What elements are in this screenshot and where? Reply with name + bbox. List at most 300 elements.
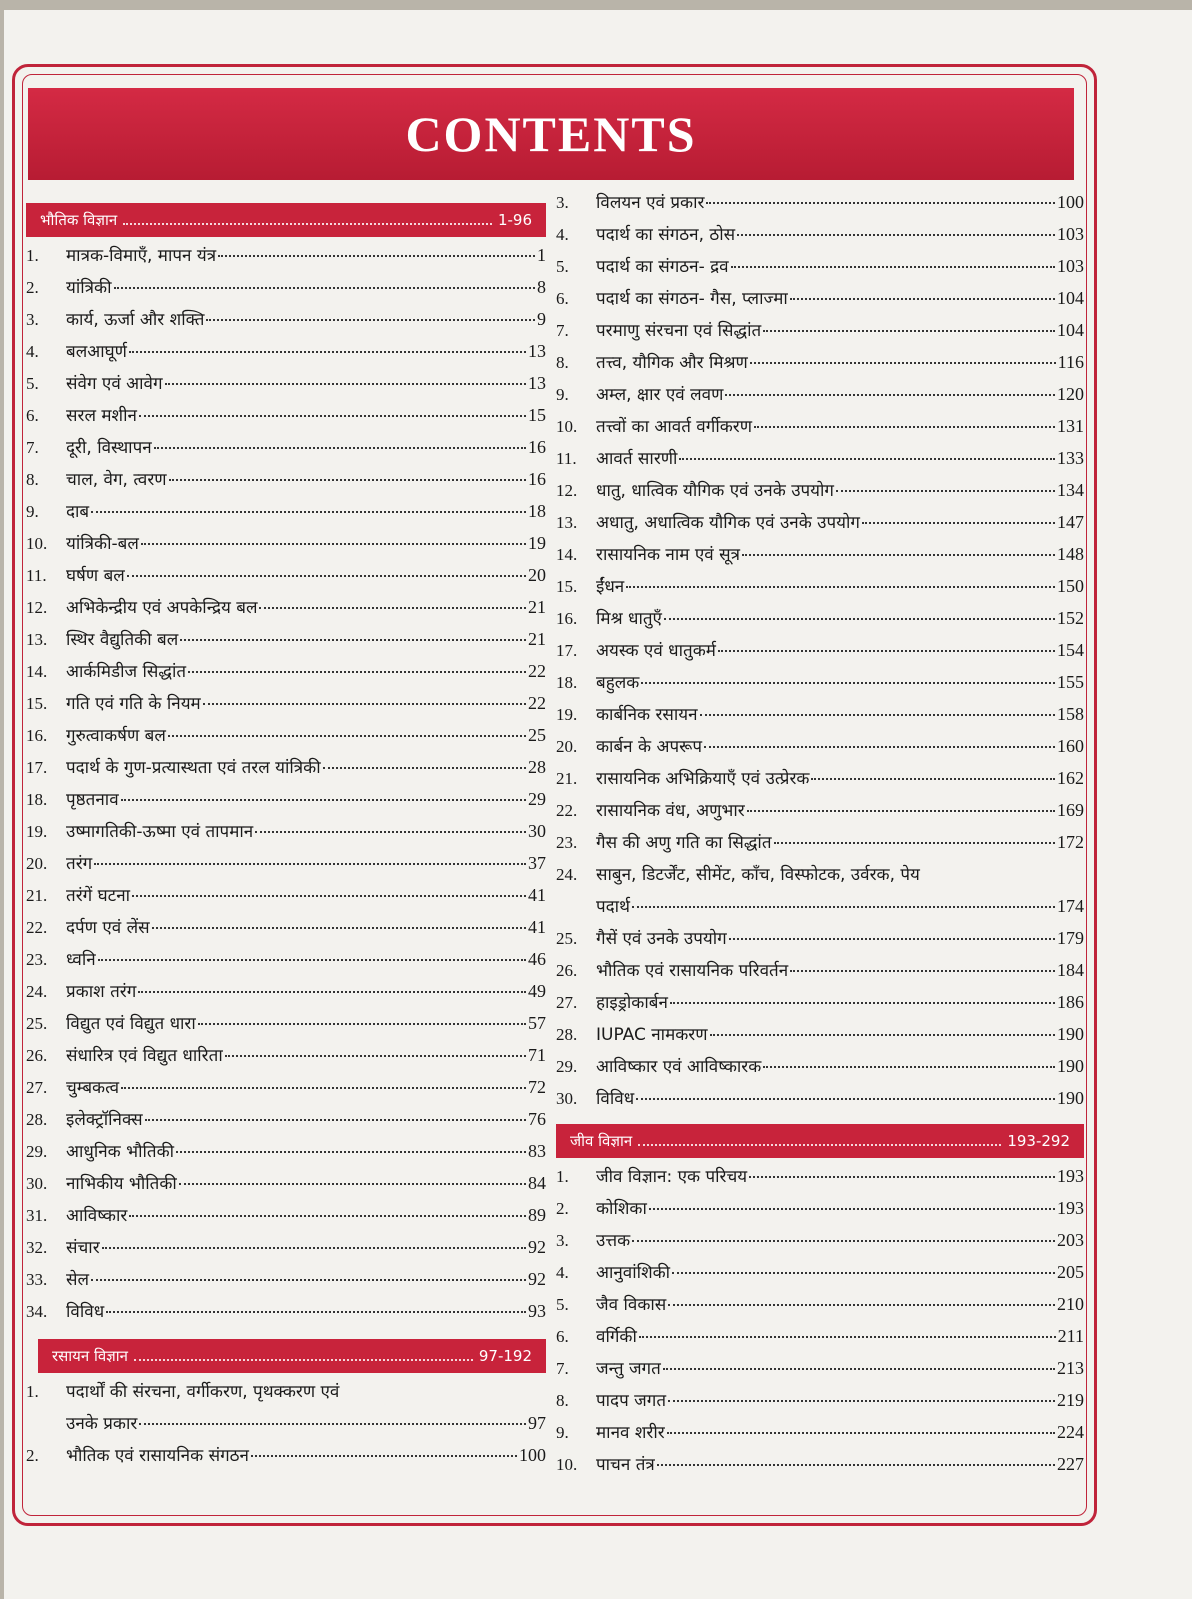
item-title: दूरी, विस्थापन xyxy=(66,438,152,458)
item-title: दाब xyxy=(66,502,90,522)
page-number: 184 xyxy=(1057,960,1084,980)
page-number: 193 xyxy=(1057,1166,1084,1186)
item-number: 2. xyxy=(26,278,39,297)
toc-item[interactable] xyxy=(26,1075,546,1107)
item-title: दर्पण एवं लेंस xyxy=(66,918,150,938)
page-number: 84 xyxy=(528,1173,546,1193)
section-range: 193-292 xyxy=(1007,1132,1070,1150)
toc-item[interactable] xyxy=(556,734,1084,766)
toc-item[interactable] xyxy=(556,1420,1084,1452)
item-number: 26. xyxy=(26,1046,48,1065)
page-number: 46 xyxy=(528,949,546,969)
item-title: गैस की अणु गति का सिद्धांत xyxy=(596,833,772,853)
page-number: 103 xyxy=(1057,256,1084,276)
page-number: 224 xyxy=(1057,1422,1084,1442)
page-number: 152 xyxy=(1057,608,1084,628)
page-number: 49 xyxy=(528,981,546,1001)
page-number: 210 xyxy=(1057,1294,1084,1314)
page-number: 193 xyxy=(1057,1198,1084,1218)
item-number: 5. xyxy=(26,374,39,393)
item-number: 6. xyxy=(556,1327,569,1346)
page-number: 41 xyxy=(528,917,546,937)
item-title: सेल xyxy=(66,1270,90,1290)
toc-item[interactable] xyxy=(26,691,546,723)
toc-item[interactable] xyxy=(556,958,1084,990)
item-title: IUPAC नामकरण xyxy=(596,1025,708,1045)
item-number: 4. xyxy=(556,225,569,244)
toc-item[interactable] xyxy=(556,574,1084,606)
item-title: आवर्त सारणी xyxy=(596,449,678,469)
item-number: 11. xyxy=(26,566,47,585)
toc-item[interactable] xyxy=(26,1139,546,1171)
toc-item[interactable] xyxy=(26,243,546,275)
page-number: 190 xyxy=(1057,1088,1084,1108)
toc-item[interactable] xyxy=(556,1196,1084,1228)
page-number: 100 xyxy=(1057,192,1084,212)
item-number: 19. xyxy=(26,822,48,841)
page-number: 190 xyxy=(1057,1056,1084,1076)
item-number: 22. xyxy=(556,801,578,820)
toc-item[interactable] xyxy=(26,1043,546,1075)
right-column xyxy=(556,190,1084,1484)
item-title: गैसें एवं उनके उपयोग xyxy=(596,929,727,949)
page-number: 57 xyxy=(528,1013,546,1033)
item-title: पदार्थ के गुण-प्रत्यास्थता एवं तरल यांत्रिकी xyxy=(66,758,321,778)
page-number: 16 xyxy=(528,437,546,457)
toc-item[interactable] xyxy=(556,318,1084,350)
item-title: अभिकेन्द्रीय एवं अपकेन्द्रिय बल xyxy=(66,598,258,618)
page-number: 83 xyxy=(528,1141,546,1161)
toc-item[interactable] xyxy=(556,414,1084,446)
item-title: गति एवं गति के नियम xyxy=(66,694,201,714)
page-number: 92 xyxy=(528,1269,546,1289)
item-number: 5. xyxy=(556,257,569,276)
section-title: जीव विज्ञान xyxy=(570,1132,633,1150)
item-number: 14. xyxy=(26,662,48,681)
item-title: उत्तक xyxy=(596,1231,631,1251)
item-number: 7. xyxy=(26,438,39,457)
page-number: 120 xyxy=(1057,384,1084,404)
item-number: 15. xyxy=(556,577,578,596)
item-title: तत्त्वों का आवर्त वर्गीकरण xyxy=(596,417,753,437)
item-number: 12. xyxy=(26,598,48,617)
toc-item[interactable] xyxy=(556,1086,1084,1118)
toc-item[interactable] xyxy=(26,403,546,435)
toc-item[interactable] xyxy=(26,307,546,339)
item-number: 3. xyxy=(26,310,39,329)
item-title: पदार्थ का संगठन- द्रव xyxy=(596,257,729,277)
item-number: 31. xyxy=(26,1206,48,1225)
item-title: प्रकाश तरंग xyxy=(66,982,137,1002)
toc-item[interactable] xyxy=(26,1203,546,1235)
item-title: विद्युत एवं विद्युत धारा xyxy=(66,1014,196,1034)
item-title: पदार्थ का संगठन, ठोस xyxy=(596,225,736,245)
item-title: संचार xyxy=(66,1238,100,1258)
item-title: नाभिकीय भौतिकी xyxy=(66,1174,177,1194)
item-number: 3. xyxy=(556,193,569,212)
toc-item[interactable]: 2. भौतिक एवं रासायनिक संगठन 100 xyxy=(26,1445,546,1466)
item-number: 9. xyxy=(26,502,39,521)
item-number: 11. xyxy=(556,449,577,468)
toc-item[interactable] xyxy=(556,670,1084,702)
item-number: 9. xyxy=(556,1423,569,1442)
chemistry-list-continued xyxy=(556,926,1084,1118)
page-number: 15 xyxy=(528,405,546,425)
item-number: 7. xyxy=(556,321,569,340)
item-title: विविध xyxy=(596,1089,635,1109)
toc-item[interactable] xyxy=(556,830,1084,862)
item-number: 10. xyxy=(26,534,48,553)
item-number: 30. xyxy=(26,1174,48,1193)
page-number: 148 xyxy=(1057,544,1084,564)
page-number: 160 xyxy=(1057,736,1084,756)
item-title: अयस्क एवं धातुकर्म xyxy=(596,641,716,661)
toc-item[interactable] xyxy=(556,1356,1084,1388)
page-number: 203 xyxy=(1057,1230,1084,1250)
item-title: अम्ल, क्षार एवं लवण xyxy=(596,385,724,405)
toc-item[interactable] xyxy=(26,1299,546,1331)
page-number: 8 xyxy=(537,277,546,297)
toc-item[interactable] xyxy=(556,1324,1084,1356)
item-title: जन्तु जगत xyxy=(596,1359,661,1379)
page-number: 179 xyxy=(1057,928,1084,948)
page-number: 72 xyxy=(528,1077,546,1097)
item-title: परमाणु संरचना एवं सिद्धांत xyxy=(596,321,762,341)
item-number: 19. xyxy=(556,705,578,724)
item-number: 25. xyxy=(556,929,578,948)
toc-item[interactable]: 24. साबुन, डिटर्जेंट, सीमेंट, काँच, विस्फोटक, उर्वरक, पेय पदार्थ 174 xyxy=(556,865,1084,917)
item-title: कार्य, ऊर्जा और शक्ति xyxy=(66,310,205,330)
item-number: 32. xyxy=(26,1238,48,1257)
left-column xyxy=(26,203,546,1475)
page-number: 92 xyxy=(528,1237,546,1257)
item-title: तरंग xyxy=(66,854,93,874)
page-number: 154 xyxy=(1057,640,1084,660)
page-number: 213 xyxy=(1057,1358,1084,1378)
toc-item[interactable] xyxy=(26,435,546,467)
item-title: बहुलक xyxy=(596,673,640,693)
item-title: चुम्बकत्व xyxy=(66,1078,120,1098)
page-number: 20 xyxy=(528,565,546,585)
page-number: 134 xyxy=(1057,480,1084,500)
page-number: 103 xyxy=(1057,224,1084,244)
item-number: 2. xyxy=(556,1199,569,1218)
toc-item[interactable] xyxy=(556,542,1084,574)
toc-item[interactable] xyxy=(556,702,1084,734)
item-title: पृष्ठतनाव xyxy=(66,790,119,810)
item-number: 3. xyxy=(556,1231,569,1250)
page-number: 21 xyxy=(528,597,546,617)
toc-item[interactable] xyxy=(556,1292,1084,1324)
item-title: विविध xyxy=(66,1302,105,1322)
section-header-chemistry[interactable] xyxy=(38,1339,546,1373)
toc-item[interactable] xyxy=(556,350,1084,382)
page-number: 76 xyxy=(528,1109,546,1129)
page-title: CONTENTS xyxy=(405,106,697,162)
toc-item[interactable] xyxy=(26,851,546,883)
toc-item[interactable] xyxy=(26,659,546,691)
toc-item[interactable] xyxy=(556,926,1084,958)
item-number: 18. xyxy=(556,673,578,692)
page-number: 169 xyxy=(1057,800,1084,820)
item-number: 13. xyxy=(556,513,578,532)
item-number: 5. xyxy=(556,1295,569,1314)
page-number: 9 xyxy=(537,309,546,329)
toc-item[interactable] xyxy=(26,819,546,851)
page-number: 28 xyxy=(528,757,546,777)
toc-item[interactable] xyxy=(556,1022,1084,1054)
item-number: 23. xyxy=(556,833,578,852)
toc-item[interactable] xyxy=(556,382,1084,414)
toc-item[interactable] xyxy=(556,510,1084,542)
toc-item[interactable] xyxy=(556,1164,1084,1196)
toc-item[interactable] xyxy=(26,755,546,787)
toc-item[interactable] xyxy=(26,371,546,403)
page-number: 211 xyxy=(1057,1326,1084,1346)
item-number: 28. xyxy=(556,1025,578,1044)
page-number: 37 xyxy=(528,853,546,873)
item-number: 4. xyxy=(556,1263,569,1282)
toc-item[interactable] xyxy=(26,1171,546,1203)
item-title: कार्बनिक रसायन xyxy=(596,705,698,725)
section-title: रसायन विज्ञान xyxy=(52,1347,129,1365)
item-title: तत्त्व, यौगिक और मिश्रण xyxy=(596,353,748,373)
page-number: 13 xyxy=(528,341,546,361)
toc-item[interactable] xyxy=(556,286,1084,318)
item-number: 21. xyxy=(556,769,578,788)
toc-item[interactable] xyxy=(26,531,546,563)
item-title: आनुवांशिकी xyxy=(596,1263,671,1283)
toc-item[interactable] xyxy=(26,467,546,499)
item-number: 17. xyxy=(556,641,578,660)
item-title: हाइड्रोकार्बन xyxy=(596,993,668,1013)
section-range: 1-96 xyxy=(497,211,532,229)
item-title: ईंधन xyxy=(596,577,625,597)
item-title: स्थिर वैद्युतिकी बल xyxy=(66,630,179,650)
page-number: 133 xyxy=(1057,448,1084,468)
toc-item[interactable] xyxy=(26,1235,546,1267)
section-header-biology[interactable] xyxy=(556,1124,1084,1158)
item-number: 16. xyxy=(26,726,48,745)
item-title: विलयन एवं प्रकार xyxy=(596,193,705,213)
item-title: जैव विकास xyxy=(596,1295,667,1315)
item-number: 34. xyxy=(26,1302,48,1321)
toc-item[interactable] xyxy=(26,339,546,371)
physics-list xyxy=(26,243,546,1331)
item-number: 6. xyxy=(556,289,569,308)
section-range: 97-192 xyxy=(478,1347,532,1365)
page-number: 147 xyxy=(1057,512,1084,532)
item-title: कोशिका xyxy=(596,1199,647,1219)
page-number: 227 xyxy=(1057,1454,1084,1474)
item-title: यांत्रिकी xyxy=(66,278,112,298)
item-number: 17. xyxy=(26,758,48,777)
toc-item[interactable] xyxy=(556,1054,1084,1086)
page-number: 19 xyxy=(528,533,546,553)
item-number: 23. xyxy=(26,950,48,969)
item-number: 10. xyxy=(556,417,578,436)
item-number: 22. xyxy=(26,918,48,937)
biology-list xyxy=(556,1164,1084,1484)
item-number: 8. xyxy=(556,1391,569,1410)
item-title: गुरुत्वाकर्षण बल xyxy=(66,726,166,746)
toc-item[interactable] xyxy=(556,638,1084,670)
item-title: रासायनिक नाम एवं सूत्र xyxy=(596,545,740,565)
page-number: 116 xyxy=(1057,352,1084,372)
toc-item[interactable] xyxy=(26,499,546,531)
item-title: आविष्कार xyxy=(66,1206,128,1226)
item-number: 14. xyxy=(556,545,578,564)
toc-item[interactable] xyxy=(556,1388,1084,1420)
item-number: 4. xyxy=(26,342,39,361)
item-number: 15. xyxy=(26,694,48,713)
page-number: 89 xyxy=(528,1205,546,1225)
toc-item[interactable] xyxy=(556,1260,1084,1292)
item-title: रासायनिक वंध, अणुभार xyxy=(596,801,745,821)
item-title: जीव विज्ञान: एक परिचय xyxy=(596,1167,748,1187)
item-number: 7. xyxy=(556,1359,569,1378)
page-number: 190 xyxy=(1057,1024,1084,1044)
item-number: 16. xyxy=(556,609,578,628)
section-header-physics[interactable] xyxy=(26,203,546,237)
item-title: पादप जगत xyxy=(596,1391,667,1411)
chemistry-list xyxy=(556,190,1084,862)
item-title: सरल मशीन xyxy=(66,406,137,426)
page-number: 93 xyxy=(528,1301,546,1321)
toc-item[interactable] xyxy=(556,798,1084,830)
page-number: 41 xyxy=(528,885,546,905)
item-number: 30. xyxy=(556,1089,578,1108)
item-title: आधुनिक भौतिकी xyxy=(66,1142,175,1162)
page-number: 172 xyxy=(1057,832,1084,852)
toc-item[interactable] xyxy=(26,883,546,915)
page-number: 104 xyxy=(1057,288,1084,308)
section-title: भौतिक विज्ञान xyxy=(40,211,118,229)
item-number: 12. xyxy=(556,481,578,500)
toc-item[interactable]: 1. पदार्थों की संरचना, वर्गीकरण, पृथक्करण एवं उनके प्रकार 97 xyxy=(26,1382,546,1434)
toc-item[interactable] xyxy=(556,190,1084,222)
item-number: 8. xyxy=(26,470,39,489)
toc-item[interactable] xyxy=(26,1107,546,1139)
item-title: ध्वनि xyxy=(66,950,96,970)
page-number: 205 xyxy=(1057,1262,1084,1282)
item-number: 20. xyxy=(26,854,48,873)
item-number: 10. xyxy=(556,1455,578,1474)
toc-item[interactable] xyxy=(26,723,546,755)
toc-item[interactable] xyxy=(26,1267,546,1299)
page-number: 18 xyxy=(528,501,546,521)
toc-item[interactable] xyxy=(26,787,546,819)
item-title: पाचन तंत्र xyxy=(596,1455,655,1475)
toc-item[interactable] xyxy=(26,627,546,659)
page-number: 150 xyxy=(1057,576,1084,596)
item-number: 9. xyxy=(556,385,569,404)
page-number: 158 xyxy=(1057,704,1084,724)
page-number: 16 xyxy=(528,469,546,489)
page-number: 155 xyxy=(1057,672,1084,692)
item-number: 28. xyxy=(26,1110,48,1129)
item-number: 1. xyxy=(26,246,39,265)
page-number: 13 xyxy=(528,373,546,393)
item-title: मात्रक-विमाएँ, मापन यंत्र xyxy=(66,246,217,266)
page-number: 30 xyxy=(528,821,546,841)
item-title: घर्षण बल xyxy=(66,566,125,586)
toc-item[interactable] xyxy=(26,979,546,1011)
toc-item[interactable] xyxy=(556,606,1084,638)
item-number: 18. xyxy=(26,790,48,809)
item-number: 25. xyxy=(26,1014,48,1033)
toc-item[interactable] xyxy=(556,766,1084,798)
toc-item[interactable] xyxy=(556,254,1084,286)
toc-item[interactable] xyxy=(556,1228,1084,1260)
item-title: धातु, धात्विक यौगिक एवं उनके उपयोग xyxy=(596,481,835,501)
item-title: कार्बन के अपरूप xyxy=(596,737,702,757)
item-title: संवेग एवं आवेग xyxy=(66,374,163,394)
item-title: बलआघूर्ण xyxy=(66,342,127,362)
item-title: रासायनिक अभिक्रियाएँ एवं उत्प्रेरक xyxy=(596,769,810,789)
item-title: चाल, वेग, त्वरण xyxy=(66,470,167,490)
item-number: 27. xyxy=(26,1078,48,1097)
item-number: 29. xyxy=(26,1142,48,1161)
page-number: 186 xyxy=(1057,992,1084,1012)
item-title: आर्कमिडीज सिद्धांत xyxy=(66,662,187,682)
contents-banner xyxy=(28,88,1074,180)
item-number: 33. xyxy=(26,1270,48,1289)
page-number: 22 xyxy=(528,693,546,713)
page-number: 22 xyxy=(528,661,546,681)
page-number: 25 xyxy=(528,725,546,745)
item-number: 21. xyxy=(26,886,48,905)
toc-item[interactable] xyxy=(556,446,1084,478)
toc-item[interactable] xyxy=(556,1452,1084,1484)
item-title: तरंगें घटना xyxy=(66,886,131,906)
item-title: आविष्कार एवं आविष्कारक xyxy=(596,1057,762,1077)
toc-item[interactable] xyxy=(26,275,546,307)
item-number: 27. xyxy=(556,993,578,1012)
item-title: अधातु, अधात्विक यौगिक एवं उनके उपयोग xyxy=(596,513,860,533)
item-number: 6. xyxy=(26,406,39,425)
page-number: 219 xyxy=(1057,1390,1084,1410)
item-title: यांत्रिकी-बल xyxy=(66,534,139,554)
toc-item[interactable] xyxy=(556,990,1084,1022)
toc-item[interactable] xyxy=(26,947,546,979)
toc-item[interactable] xyxy=(556,222,1084,254)
toc-item[interactable] xyxy=(26,563,546,595)
item-number: 26. xyxy=(556,961,578,980)
item-title: मानव शरीर xyxy=(596,1423,665,1443)
toc-item[interactable] xyxy=(26,595,546,627)
page-number: 71 xyxy=(528,1045,546,1065)
toc-item[interactable] xyxy=(26,915,546,947)
page-number: 29 xyxy=(528,789,546,809)
item-title: पदार्थ का संगठन- गैस, प्लाज्मा xyxy=(596,289,788,309)
item-title: मिश्र धातुएँ xyxy=(596,609,662,629)
page-number: 1 xyxy=(537,245,546,265)
item-number: 29. xyxy=(556,1057,578,1076)
item-title: वर्गिकी xyxy=(596,1327,637,1347)
item-number: 8. xyxy=(556,353,569,372)
toc-item[interactable] xyxy=(26,1011,546,1043)
page-number: 131 xyxy=(1057,416,1084,436)
item-title: संधारित्र एवं विद्युत धारिता xyxy=(66,1046,223,1066)
item-number: 24. xyxy=(26,982,48,1001)
item-number: 13. xyxy=(26,630,48,649)
item-title: उष्मागतिकी-ऊष्मा एवं तापमान xyxy=(66,822,254,842)
item-title: इलेक्ट्रॉनिक्स xyxy=(66,1110,143,1130)
toc-item[interactable] xyxy=(556,478,1084,510)
page-number: 21 xyxy=(528,629,546,649)
item-number: 20. xyxy=(556,737,578,756)
